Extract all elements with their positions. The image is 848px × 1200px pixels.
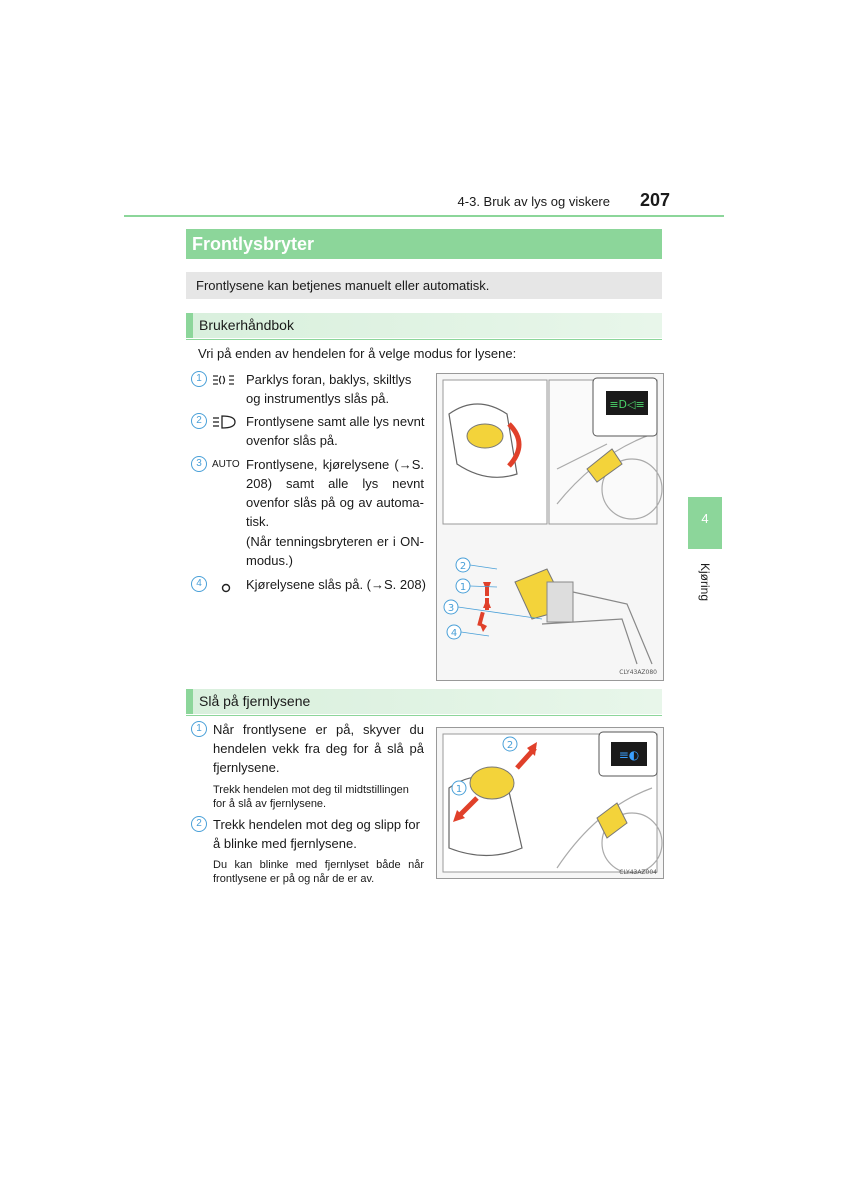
item-number: 2	[191, 816, 207, 832]
item-text: Frontlysene, kjørelysene (→S. 208) samt alle lys nevnt ovenfor slås på og av automa-tisk.	[246, 457, 424, 529]
list-item	[191, 721, 426, 816]
auto-icon: AUTO	[212, 459, 240, 470]
fig-num: 2	[459, 561, 467, 572]
item-note: Du kan blinke med fjernlyset både når frontlysene er på og når de er av.	[213, 859, 424, 885]
fig-num: 4	[450, 628, 458, 639]
list-item	[191, 413, 431, 453]
headlight-icon	[213, 415, 237, 434]
figure-code: CLY43AZ004	[619, 869, 657, 876]
item-number: 1	[191, 721, 207, 737]
figure-high-beam	[436, 727, 664, 879]
item-text: Frontlysene samt alle lys nevnt ovenfor slås på.	[246, 414, 425, 448]
section-heading-high-beam: Slå på fjernlysene	[186, 689, 662, 714]
figure-code: CLY43AZ080	[619, 669, 657, 676]
item-number: 2	[191, 413, 207, 429]
item-note: Trekk hendelen mot deg til midtstillingen for å slå av fjernlysene.	[213, 784, 409, 810]
off-circle-icon	[221, 580, 231, 598]
fig-num: 1	[459, 582, 467, 593]
item-number: 4	[191, 576, 207, 592]
section-header: 4-3. Bruk av lys og viskere	[457, 194, 610, 209]
item-text: Trekk hendelen mot deg og slipp for å blinke med fjernlysene.	[213, 817, 420, 851]
list-item	[191, 816, 426, 891]
list-item	[191, 371, 431, 411]
high-beam-illustration	[437, 728, 663, 878]
chapter-label: Kjøring	[698, 562, 712, 601]
page-number: 207	[640, 190, 671, 210]
list-item	[191, 576, 431, 598]
svg-text:≡◐: ≡◐	[618, 748, 640, 762]
page-title: Frontlysbryter	[186, 229, 662, 259]
lever-illustration	[437, 374, 663, 680]
figure-lever-modes	[436, 373, 664, 681]
chapter-tab: 4	[688, 497, 722, 549]
item-number: 3	[191, 456, 207, 472]
list-item	[191, 456, 431, 571]
item-text: Kjørelysene slås på. (→S. 208)	[246, 577, 426, 592]
item-text: Når frontlysene er på, skyver du hendelen vekk fra deg for å slå på fjernlysene.	[213, 722, 424, 775]
fig-num: 3	[447, 603, 455, 614]
intro-text: Frontlysene kan betjenes manuelt eller automatisk.	[186, 272, 662, 299]
fig-num: 1	[455, 784, 463, 795]
section-heading-usage: Brukerhåndbok	[186, 313, 662, 338]
item-subtext: (Når tenningsbryteren er i ON-modus.)	[246, 534, 424, 568]
item-text: Parklys foran, baklys, skiltlys og instrumentlys slås på.	[246, 372, 412, 406]
svg-text:≡D◁≡: ≡D◁≡	[609, 398, 645, 411]
fig-num: 2	[506, 740, 514, 751]
parking-lights-icon	[213, 374, 237, 389]
instruction-text: Vri på enden av hendelen for å velge modus for lysene:	[198, 346, 517, 361]
header-divider	[124, 215, 724, 217]
item-number: 1	[191, 371, 207, 387]
